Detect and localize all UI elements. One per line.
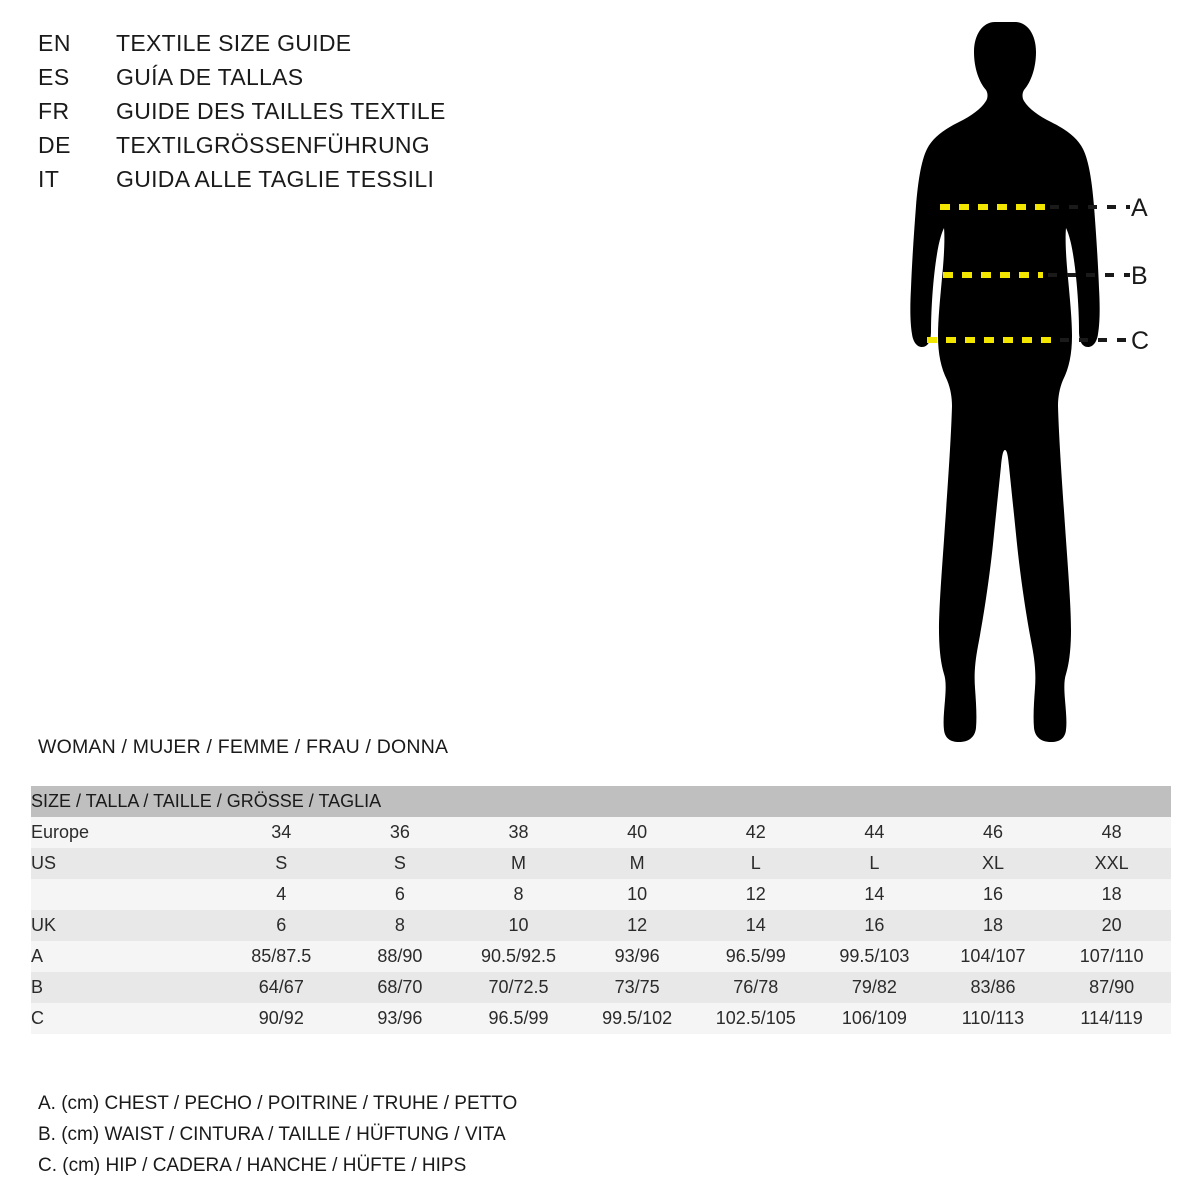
cell: 96.5/99 — [696, 941, 815, 972]
size-table — [31, 786, 1171, 1034]
title-text-it: GUIDA ALLE TAGLIE TESSILI — [116, 166, 435, 192]
measure-label-a: A — [1131, 194, 1148, 222]
cell: 83/86 — [934, 972, 1053, 1003]
cell: 102.5/105 — [696, 1003, 815, 1034]
cell: 44 — [815, 817, 934, 848]
table-row — [31, 1003, 1171, 1034]
cell: 93/96 — [341, 1003, 460, 1034]
cell: 6 — [341, 879, 460, 910]
title-text-es: GUÍA DE TALLAS — [116, 64, 304, 90]
title-lang-es: ES — [38, 64, 70, 90]
cell: S — [341, 848, 460, 879]
row-label-us-numeric — [31, 879, 222, 910]
body-figure-area — [855, 10, 1185, 770]
cell: 76/78 — [696, 972, 815, 1003]
cell: 40 — [578, 817, 697, 848]
row-label-b: B — [31, 972, 222, 1003]
cell: 10 — [459, 910, 578, 941]
cell: 99.5/102 — [578, 1003, 697, 1034]
cell: S — [222, 848, 341, 879]
footnotes — [38, 1088, 838, 1181]
title-row — [38, 166, 738, 200]
cell: 6 — [222, 910, 341, 941]
cell: L — [696, 848, 815, 879]
cell: 90/92 — [222, 1003, 341, 1034]
cell: 18 — [1052, 879, 1171, 910]
table-row — [31, 910, 1171, 941]
row-label-us: US — [31, 848, 222, 879]
title-text-de: TEXTILGRÖSSENFÜHRUNG — [116, 132, 430, 158]
cell: 87/90 — [1052, 972, 1171, 1003]
cell: 34 — [222, 817, 341, 848]
title-lang-it: IT — [38, 166, 60, 192]
title-row — [38, 98, 738, 132]
cell: 36 — [341, 817, 460, 848]
cell: 68/70 — [341, 972, 460, 1003]
cell: 99.5/103 — [815, 941, 934, 972]
row-label-europe: Europe — [31, 817, 222, 848]
cell: 18 — [934, 910, 1053, 941]
footnote-waist: B. (cm) WAIST / CINTURA / TAILLE / HÜFTUNG / VITA — [38, 1124, 506, 1145]
cell: 73/75 — [578, 972, 697, 1003]
cell: 42 — [696, 817, 815, 848]
measure-label-c: C — [1131, 327, 1150, 355]
cell: L — [815, 848, 934, 879]
cell: 46 — [934, 817, 1053, 848]
cell: 12 — [578, 910, 697, 941]
row-label-a: A — [31, 941, 222, 972]
cell: M — [578, 848, 697, 879]
cell: XXL — [1052, 848, 1171, 879]
title-lang-de: DE — [38, 132, 71, 158]
cell: 110/113 — [934, 1003, 1053, 1034]
section-label-woman: WOMAN / MUJER / FEMME / FRAU / DONNA — [38, 736, 449, 758]
title-lang-fr: FR — [38, 98, 70, 124]
cell: 16 — [934, 879, 1053, 910]
row-label-c: C — [31, 1003, 222, 1034]
cell: 107/110 — [1052, 941, 1171, 972]
cell: 85/87.5 — [222, 941, 341, 972]
title-text-en: TEXTILE SIZE GUIDE — [116, 30, 352, 56]
table-row — [31, 817, 1171, 848]
cell: 4 — [222, 879, 341, 910]
cell: 104/107 — [934, 941, 1053, 972]
cell: 79/82 — [815, 972, 934, 1003]
measure-label-b: B — [1131, 262, 1148, 290]
table-row — [31, 848, 1171, 879]
cell: 8 — [459, 879, 578, 910]
female-body-silhouette-icon — [855, 10, 1185, 770]
cell: 12 — [696, 879, 815, 910]
title-lang-en: EN — [38, 30, 71, 56]
cell: 14 — [815, 879, 934, 910]
cell: 10 — [578, 879, 697, 910]
cell: 88/90 — [341, 941, 460, 972]
table-row — [31, 941, 1171, 972]
cell: 106/109 — [815, 1003, 934, 1034]
cell: 48 — [1052, 817, 1171, 848]
cell: 96.5/99 — [459, 1003, 578, 1034]
cell: 20 — [1052, 910, 1171, 941]
cell: XL — [934, 848, 1053, 879]
table-row — [31, 972, 1171, 1003]
cell: 38 — [459, 817, 578, 848]
table-header-row — [31, 786, 1171, 817]
cell: 8 — [341, 910, 460, 941]
cell: 64/67 — [222, 972, 341, 1003]
title-block — [38, 30, 738, 200]
row-label-uk: UK — [31, 910, 222, 941]
cell: 90.5/92.5 — [459, 941, 578, 972]
title-row — [38, 30, 738, 64]
cell: 16 — [815, 910, 934, 941]
cell: M — [459, 848, 578, 879]
table-row — [31, 879, 1171, 910]
footnote-chest: A. (cm) CHEST / PECHO / POITRINE / TRUHE / PETTO — [38, 1093, 518, 1114]
footnote-hip: C. (cm) HIP / CADERA / HANCHE / HÜFTE / HIPS — [38, 1155, 467, 1176]
cell: 70/72.5 — [459, 972, 578, 1003]
title-text-fr: GUIDE DES TAILLES TEXTILE — [116, 98, 446, 124]
cell: 114/119 — [1052, 1003, 1171, 1034]
cell: 14 — [696, 910, 815, 941]
table-header-label: SIZE / TALLA / TAILLE / GRÖSSE / TAGLIA — [31, 786, 1171, 817]
title-row — [38, 64, 738, 98]
title-row — [38, 132, 738, 166]
cell: 93/96 — [578, 941, 697, 972]
